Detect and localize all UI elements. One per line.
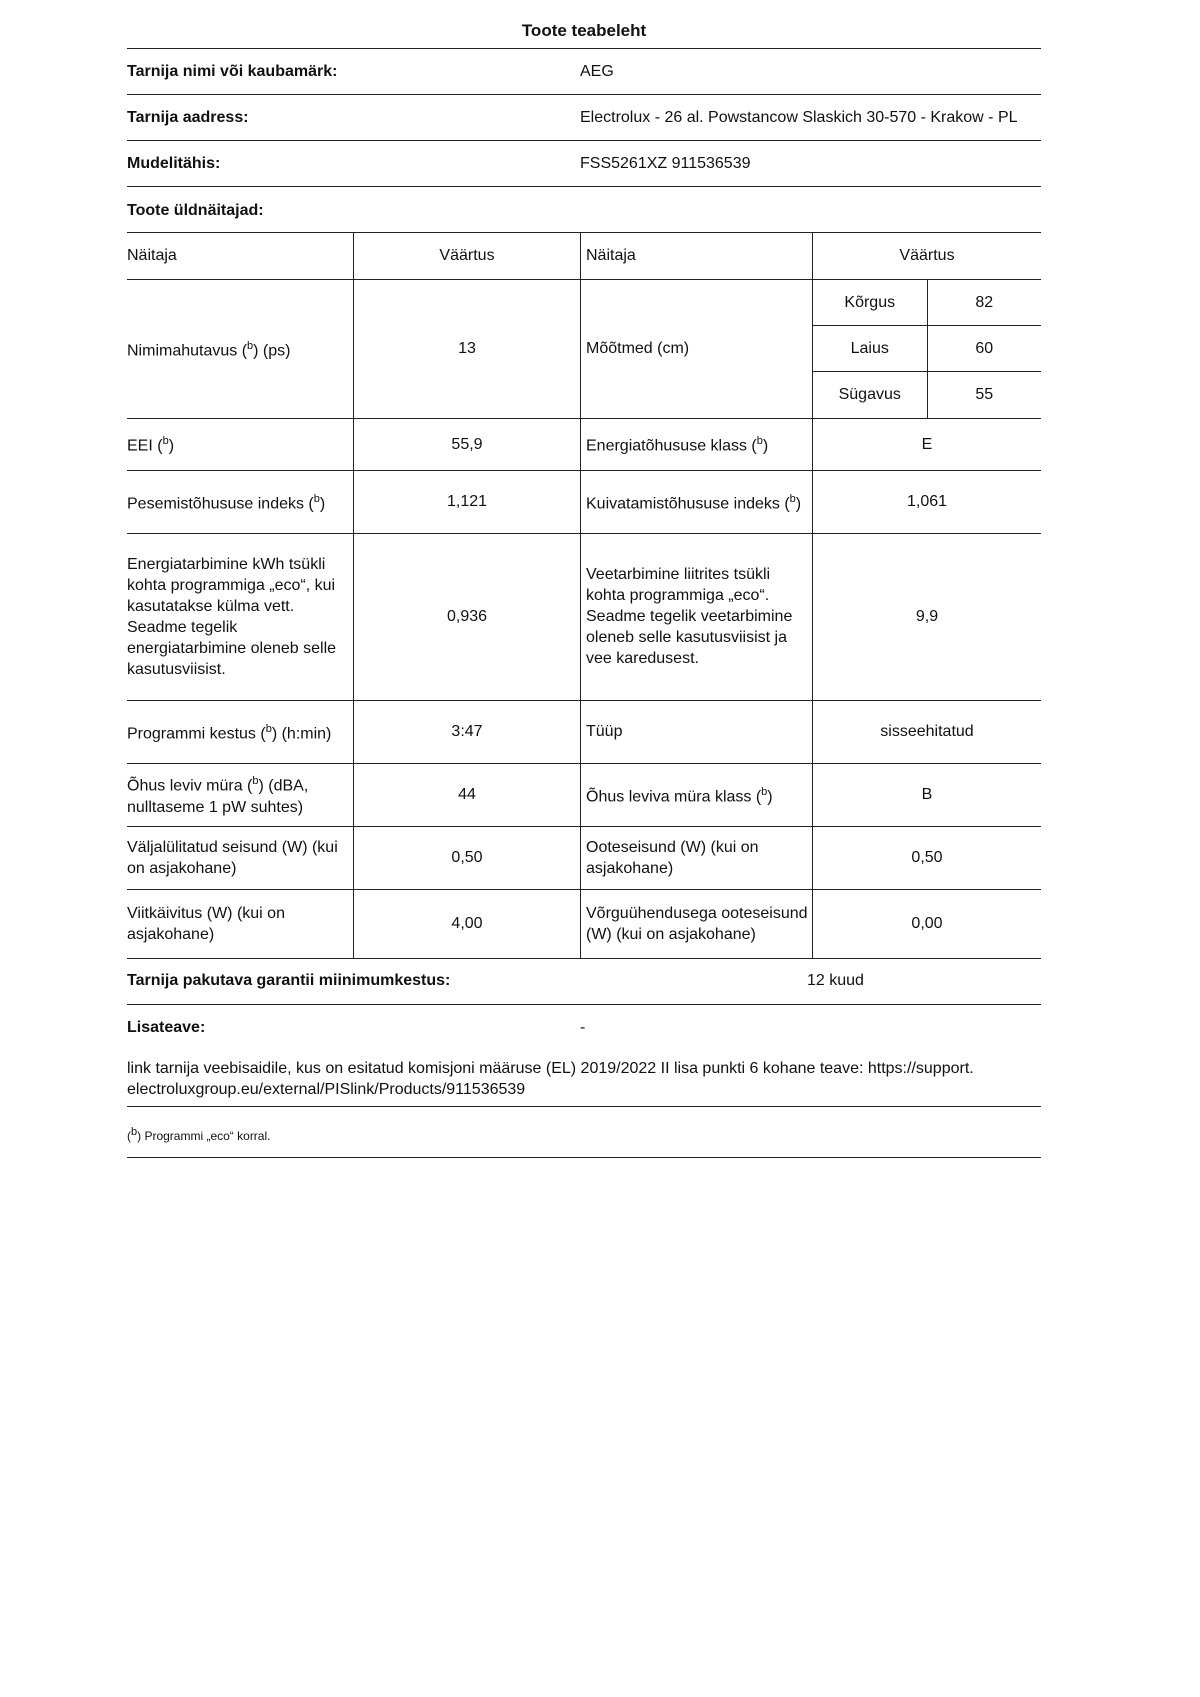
table-row [127, 279, 1041, 418]
product-info-sheet [127, 0, 1041, 1158]
supplier-link-text: link tarnija veebisaidile, kus on esitatud komisjoni määruse (EL) 2019/2022 II lisa punkti 6 kohane teave: https://support. electroluxgroup.eu/external/PISlink/Products/911536539 [127, 1052, 1041, 1107]
duration-value: 3:47 [354, 700, 581, 763]
noise-label: Õhus leviv müra ($^b$) (dBA, nulltaseme 1 pW suhtes) [127, 763, 354, 826]
warranty-label: Tarnija pakutava garantii miinimumkestus: [127, 972, 451, 989]
capacity-value: 13 [354, 279, 581, 418]
table-header-row [127, 233, 1041, 279]
parameters-table [127, 233, 1041, 959]
standby-label: Ooteseisund (W) (kui on asjakohane) [581, 826, 813, 889]
depth-label: Sügavus [813, 372, 927, 418]
supplier-row [127, 49, 1041, 95]
type-label: Tüüp [581, 700, 813, 763]
off-mode-value: 0,50 [354, 826, 581, 889]
width-label: Laius [813, 325, 927, 371]
width-value: 60 [927, 325, 1041, 371]
capacity-label: Nimimahutavus ($^b$) (ps) [127, 279, 354, 418]
header-param-2: Näitaja [581, 233, 813, 279]
header-value-2: Väärtus [813, 233, 1042, 279]
warranty-row [127, 959, 1041, 1005]
energy-class-value: E [813, 418, 1042, 470]
eei-label: EEI ($^b$) [127, 418, 354, 470]
model-label: Mudelitähis: [127, 154, 221, 172]
address-value: Electrolux - 26 al. Powstancow Slaskich 30-570 - Krakow - PL [580, 108, 1018, 126]
depth-value: 55 [975, 386, 994, 404]
standby-value: 0,50 [813, 826, 1042, 889]
energy-consumption-label: Energiatarbimine kWh tsükli kohta programmiga „eco“, kui kasutatakse külma vett. Seadme tegelik energiatarbimine oleneb selle kasutusviisist. [127, 533, 354, 700]
delay-start-value: 4,00 [354, 889, 581, 958]
additional-info-row [127, 1005, 1041, 1052]
off-mode-label: Väljalülitatud seisund (W) (kui on asjakohane) [127, 826, 354, 889]
dimensions-label: Mõõtmed (cm) [581, 279, 813, 418]
general-section-label: Toote üldnäitajad: [127, 187, 1041, 233]
table-row [127, 826, 1041, 889]
address-row [127, 95, 1041, 141]
additional-info-value: - [580, 1019, 586, 1036]
dry-index-value: 1,061 [813, 470, 1042, 533]
noise-class-label: Õhus leviva müra klass ($^b$) [581, 763, 813, 826]
model-row [127, 141, 1041, 187]
supplier-value: AEG [580, 62, 614, 80]
height-value: 82 [927, 280, 1041, 326]
additional-info-label: Lisateave: [127, 1019, 206, 1036]
header-value: Väärtus [354, 233, 581, 279]
network-standby-label: Võrguühendusega ooteseisund (W) (kui on asjakohane) [581, 889, 813, 958]
network-standby-value: 0,00 [813, 889, 1042, 958]
duration-label: Programmi kestus ($^b$) (h:min) [127, 700, 354, 763]
page-title: Toote teabeleht [127, 0, 1041, 49]
model-value: FSS5261XZ 911536539 [580, 154, 751, 172]
table-row [127, 700, 1041, 763]
warranty-value: 12 kuud [807, 972, 864, 989]
eei-value: 55,9 [354, 418, 581, 470]
table-row [127, 470, 1041, 533]
water-consumption-value: 9,9 [813, 533, 1042, 700]
energy-class-label: Energiatõhususe klass ($^b$) [581, 418, 813, 470]
supplier-label: Tarnija nimi või kaubamärk: [127, 62, 338, 80]
table-row [127, 763, 1041, 826]
table-row [127, 533, 1041, 700]
delay-start-label: Viitkäivitus (W) (kui on asjakohane) [127, 889, 354, 958]
dimensions-values [813, 279, 1042, 418]
header-param: Näitaja [127, 233, 354, 279]
table-row [127, 889, 1041, 958]
table-row [127, 418, 1041, 470]
energy-consumption-value: 0,936 [354, 533, 581, 700]
address-label: Tarnija aadress: [127, 108, 249, 126]
height-label: Kõrgus [813, 280, 927, 326]
wash-index-label: Pesemistõhususe indeks ($^b$) [127, 470, 354, 533]
footnote: ($^b$) Programmi „eco“ korral. [127, 1107, 1041, 1158]
water-consumption-label: Veetarbimine liitrites tsükli kohta programmiga „eco“. Seadme tegelik veetarbimine oleneb selle kasutusviisist ja vee karedusest. [581, 533, 813, 700]
wash-index-value: 1,121 [354, 470, 581, 533]
noise-class-value: B [813, 763, 1042, 826]
dry-index-label: Kuivatamistõhususe indeks ($^b$) [581, 470, 813, 533]
noise-value: 44 [354, 763, 581, 826]
type-value: sisseehitatud [813, 700, 1042, 763]
